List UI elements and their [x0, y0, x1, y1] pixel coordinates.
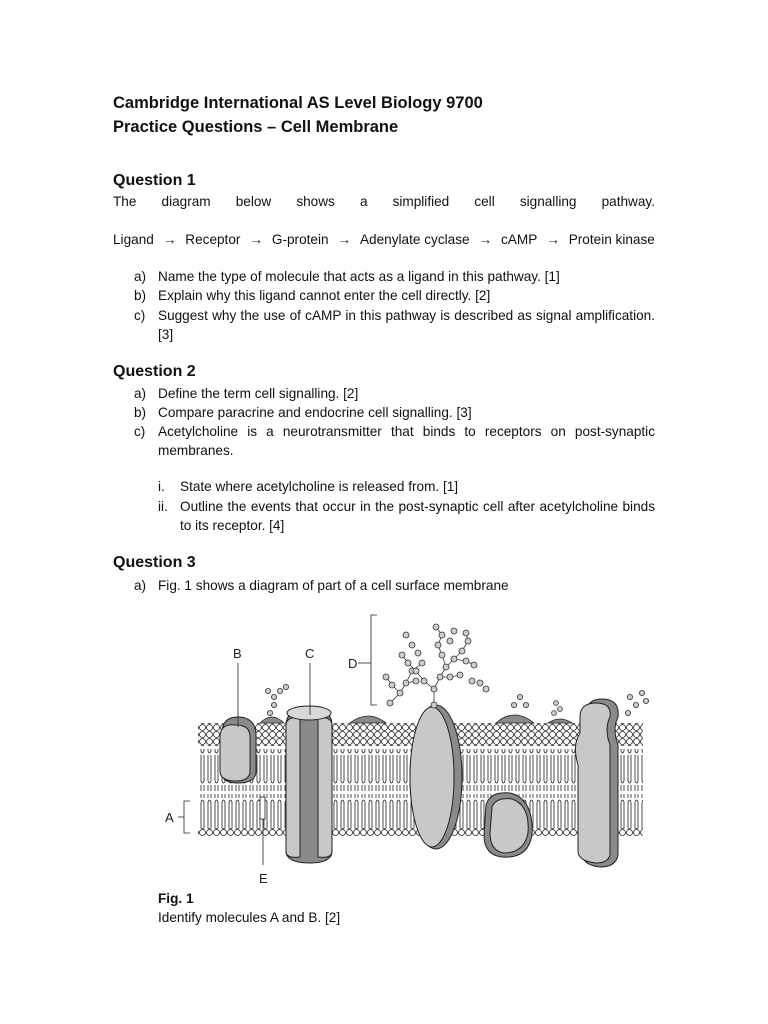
subpart-text: Outline the events that occur in the post-synaptic cell after acetylcholine binds to its receptor. [4] — [180, 499, 655, 533]
question-3-heading: Question 3 — [113, 554, 196, 571]
intro-word: simplified — [392, 194, 450, 209]
peripheral-protein — [260, 717, 284, 723]
part-label: b) — [134, 288, 147, 303]
intro-word: The — [113, 194, 137, 209]
part-label: c) — [134, 308, 146, 323]
label-d: D — [348, 656, 358, 671]
part-text: Name the type of molecule that acts as a ligand in this pathway. [1] — [158, 269, 560, 284]
peripheral-protein — [548, 719, 572, 723]
pathway-arrow: → — [249, 232, 263, 247]
part-text: Suggest why the use of cAMP in this pathway is described as signal amplification. [3] — [158, 308, 655, 342]
intro-word: signalling — [519, 194, 577, 209]
pathway-step: Receptor — [185, 232, 241, 247]
figure-instruction: Identify molecules A and B. [2] — [158, 910, 341, 925]
membrane-diagram — [150, 605, 670, 885]
part-label: c) — [134, 424, 146, 439]
pathway-step: cAMP — [501, 232, 538, 247]
glycoprotein-d — [410, 705, 462, 849]
question-2-heading: Question 2 — [113, 363, 196, 380]
pathway-step: G-protein — [271, 232, 329, 247]
pathway-arrow: → — [162, 232, 177, 247]
pathway-arrow: → — [478, 232, 493, 247]
glycoprotein-chain — [625, 690, 648, 715]
intro-word: pathway. — [601, 194, 655, 209]
question-1-intro — [113, 192, 655, 211]
subpart-label: ii. — [158, 499, 168, 514]
question-1-heading: Question 1 — [113, 172, 196, 189]
figure-caption: Fig. 1 — [158, 891, 194, 906]
peripheral-protein — [496, 715, 534, 723]
intro-word: diagram — [161, 194, 211, 209]
pathway-step: Ligand — [113, 232, 154, 247]
part-label: b) — [134, 405, 147, 420]
part-text: Fig. 1 shows a diagram of part of a cell surface membrane — [158, 578, 509, 593]
intro-word: a — [359, 194, 368, 209]
part-label: a) — [134, 269, 147, 284]
peripheral-protein — [350, 716, 386, 723]
signalling-pathway — [113, 230, 655, 249]
glycolipid-chain — [265, 684, 288, 715]
channel-protein-c — [286, 706, 332, 863]
carbohydrate-residues — [383, 624, 489, 708]
inner-peripheral-protein — [484, 793, 532, 857]
part-text: Explain why this ligand cannot enter the cell directly. [2] — [158, 288, 491, 303]
glycoprotein-chain — [511, 694, 562, 715]
page-title: Cambridge International AS Level Biology 9700 — [113, 94, 483, 112]
label-a: A — [165, 810, 174, 825]
part-text: Compare paracrine and endocrine cell signalling. [3] — [158, 405, 472, 420]
intro-word: cell — [474, 194, 495, 209]
part-text: Define the term cell signalling. [2] — [158, 386, 359, 401]
label-b: B — [233, 646, 242, 661]
part-text: Acetylcholine is a neurotransmitter that binds to receptors on post-synaptic membranes. — [158, 424, 655, 458]
transmembrane-protein — [575, 699, 618, 867]
label-e: E — [259, 871, 268, 885]
label-c: C — [305, 646, 315, 661]
intro-word: shows — [296, 194, 335, 209]
subpart-text: State where acetylcholine is released from. [1] — [180, 479, 459, 494]
intro-word: below — [235, 194, 272, 209]
pathway-arrow: → — [546, 232, 560, 247]
pathway-step: Protein kinase — [568, 232, 655, 247]
part-label: a) — [134, 578, 147, 593]
cholesterol-molecule — [260, 797, 265, 819]
pathway-step: Adenylate cyclase — [359, 232, 470, 247]
page-subtitle: Practice Questions – Cell Membrane — [113, 118, 399, 136]
pathway-arrow: → — [337, 232, 352, 247]
subpart-label: i. — [158, 479, 165, 494]
part-label: a) — [134, 386, 147, 401]
